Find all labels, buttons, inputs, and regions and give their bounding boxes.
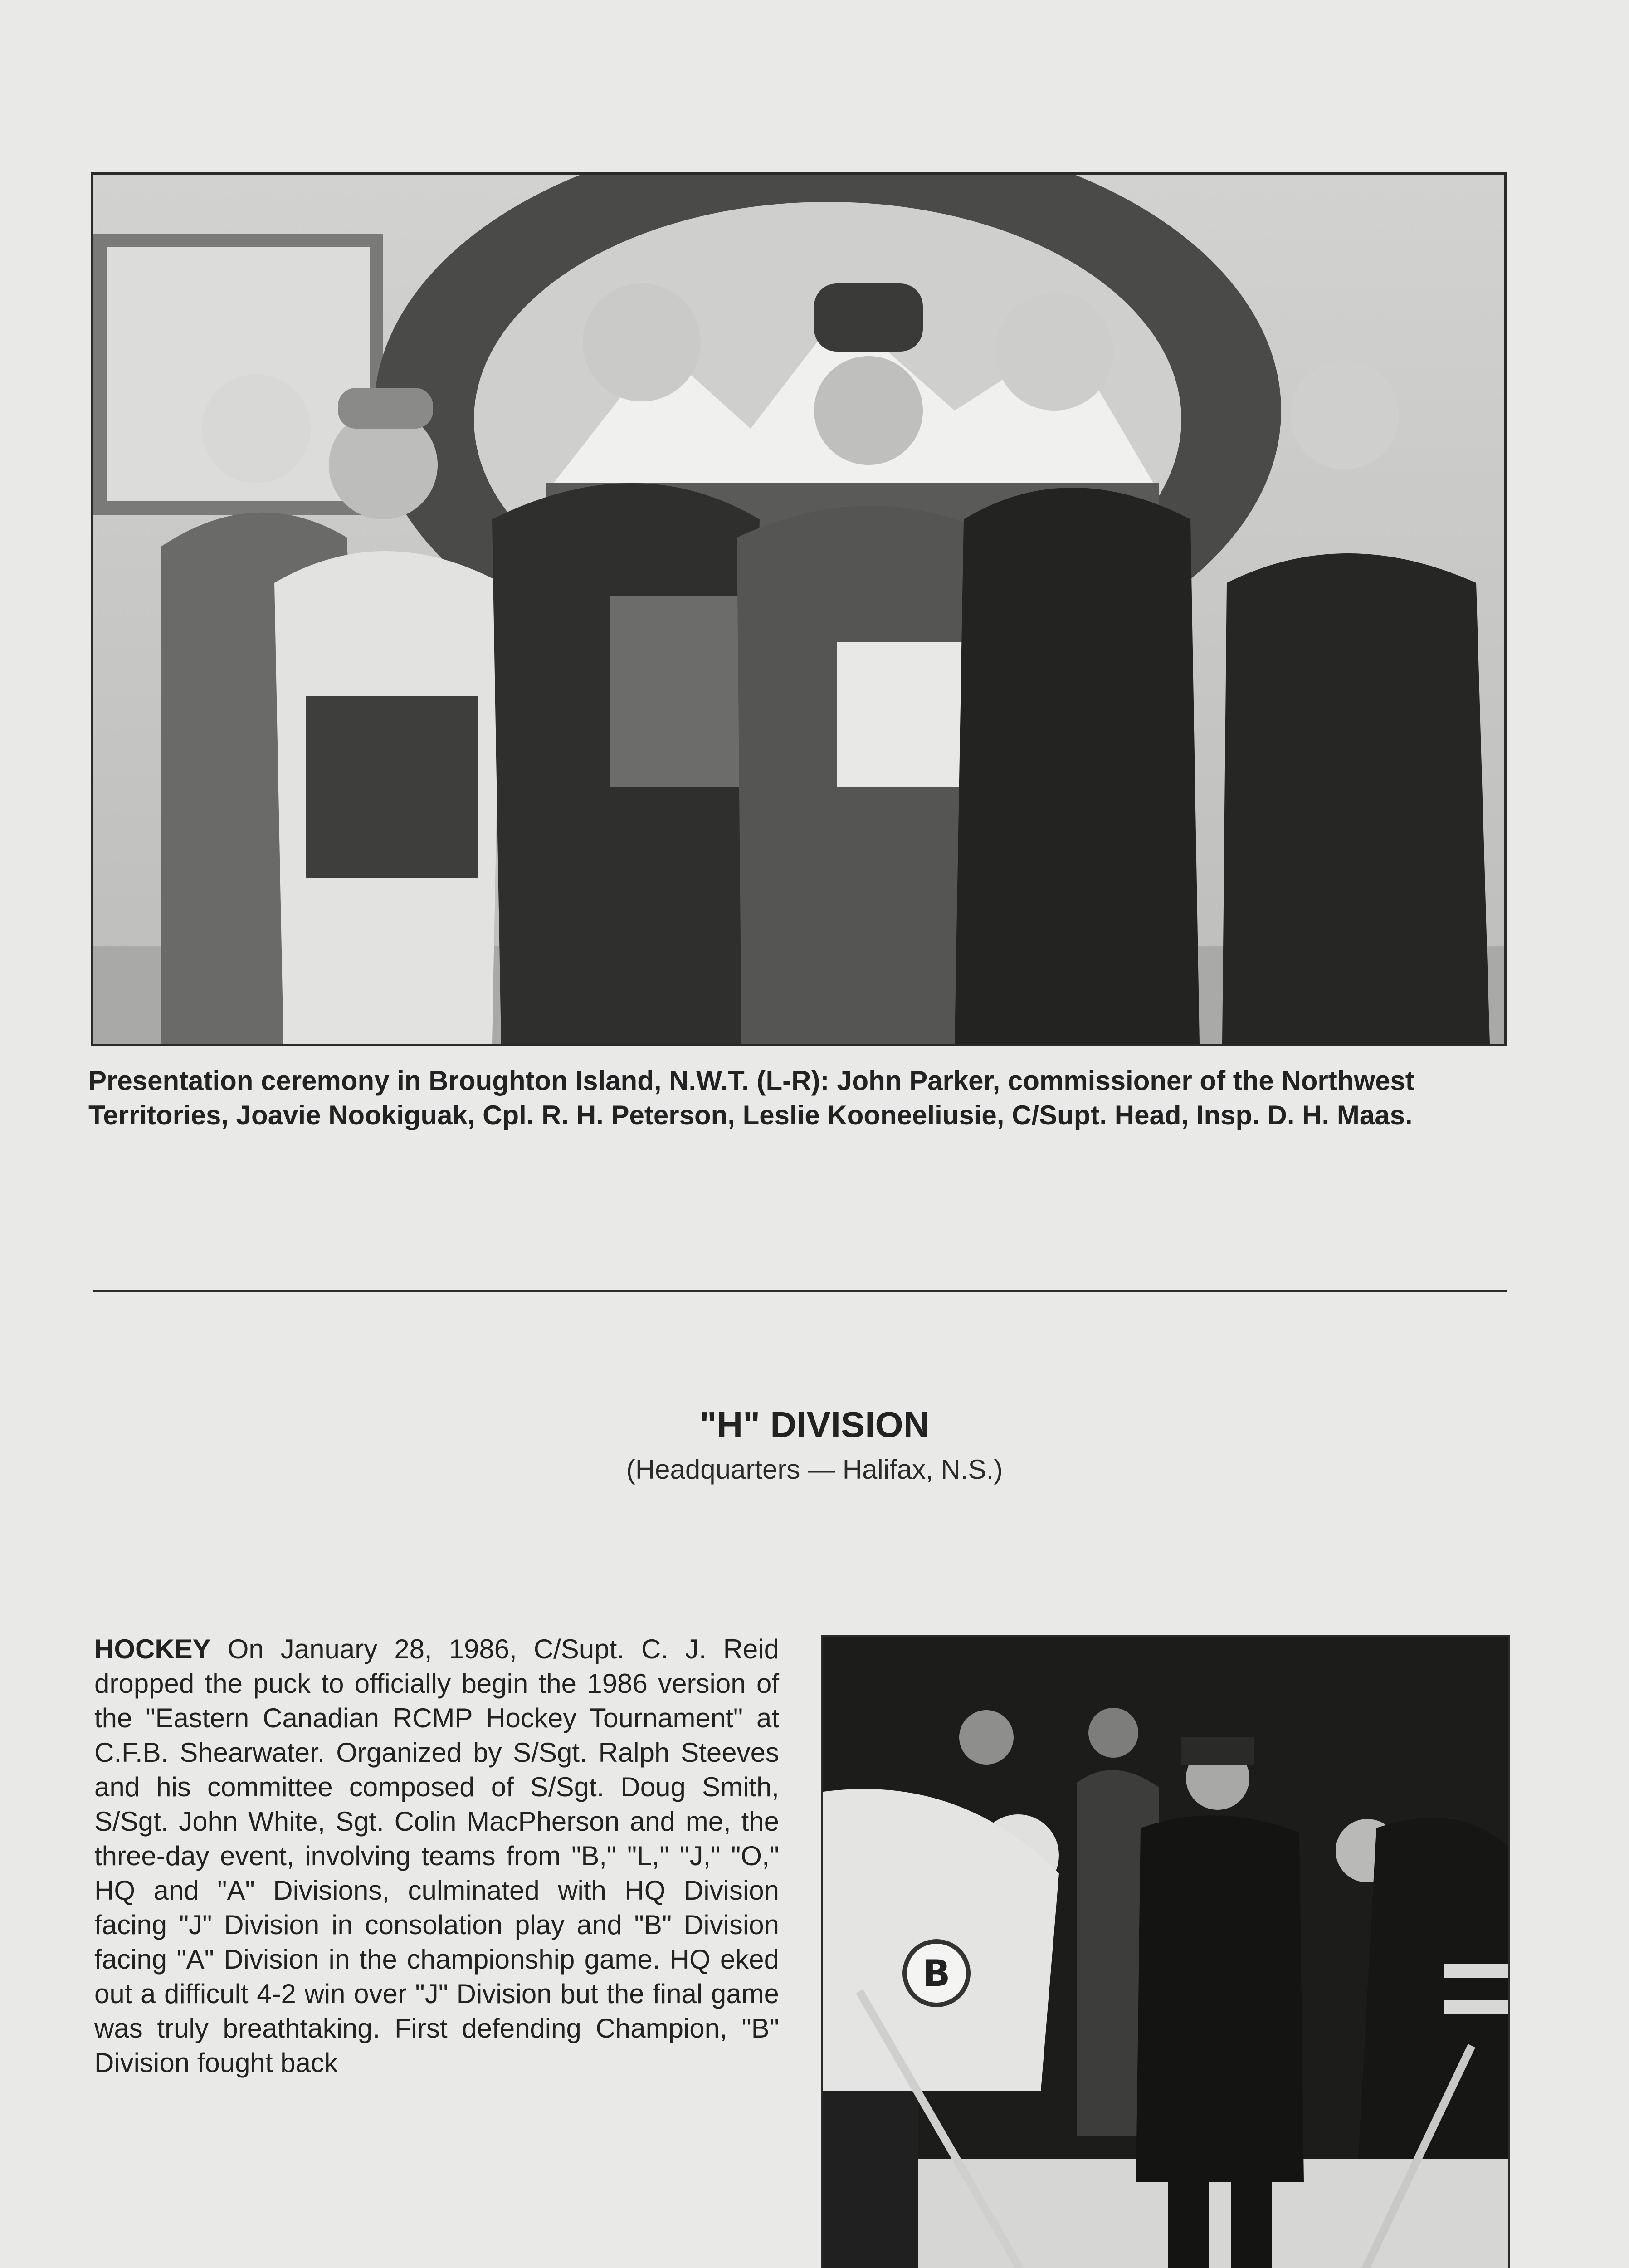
article-lead: HOCKEY: [94, 1634, 211, 1664]
article-body: [94, 1632, 779, 2080]
ceremony-photo-image: [93, 175, 1504, 1044]
svg-text:B: B: [922, 1952, 951, 1994]
ceremony-photo: [91, 172, 1507, 1046]
section-subtitle: (Headquarters — Halifax, N.S.): [626, 1454, 1003, 1485]
section-title: "H" DIVISION: [699, 1404, 930, 1445]
section-divider: [93, 1290, 1507, 1292]
hockey-photo-image: [823, 1637, 1508, 2268]
hockey-photo: [821, 1635, 1510, 2268]
article-text: On January 28, 1986, C/Supt. C. J. Reid dropped the puck to officially begin the 1986 version of the "Eastern Canadian RCMP Hockey Tournament" at C.F.B. Shearwater. Organized by S/Sgt. Ralph Steeves and his committee composed of S/Sgt. Doug Smith, S/Sgt. John White, Sgt. Colin MacPherson and me, the three-day event, involving teams from "B," "L," "J," "O," HQ and "A" Divisions, culminated with HQ Division facing "J" Division in consolation play and "B" Division facing "A" Division in the championship game. HQ eked out a difficult 4-2 win over "J" Division but the final game was truly breathtaking. First defending Champion, "B" Division fought back: [94, 1634, 780, 2078]
ceremony-photo-caption: Presentation ceremony in Broughton Island, N.W.T. (L-R): John Parker, commissioner of the Northwest Territories, Joavie Nookiguak, Cpl. R. H. Peterson, Leslie Kooneeliusie, C/Supt. Head, Insp. D. H. Maas.: [88, 1066, 1414, 1130]
